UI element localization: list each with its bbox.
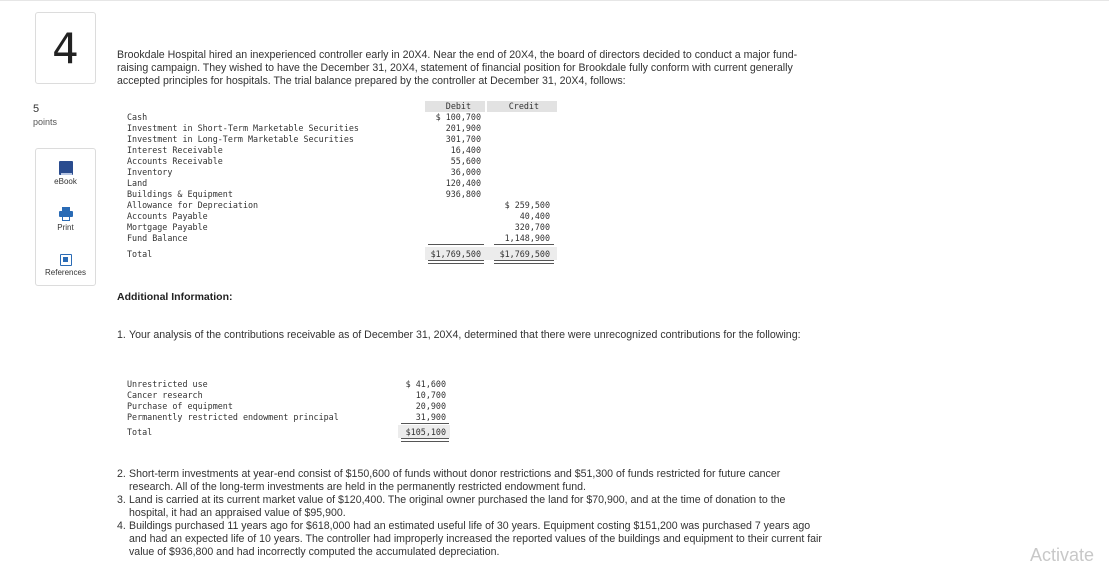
account-name: Buildings & Equipment: [127, 189, 233, 199]
credit-subtotal-rule: [494, 244, 554, 245]
account-name: Fund Balance: [127, 233, 188, 243]
activate-watermark: Activate: [1030, 545, 1095, 565]
credit-header: Credit: [508, 101, 539, 111]
item-text: Land is carried at its current market value of $120,400. The original owner purchased the land for $70,900, and at the time of donation to the hospital, it had an appraised value of $95,900.: [129, 494, 786, 519]
question-number: 4: [35, 12, 96, 84]
print-icon: [59, 207, 73, 221]
debit-amount: $ 100,700: [435, 112, 481, 122]
debit-amount: 36,000: [450, 167, 481, 177]
ebook-button[interactable]: [36, 161, 95, 186]
tools-rail: [35, 148, 96, 286]
info-item-1: [117, 329, 827, 342]
contribution-amount: 10,700: [415, 390, 446, 400]
account-name: Accounts Receivable: [127, 156, 223, 166]
total-label: Total: [127, 249, 153, 259]
additional-info-heading: Additional Information:: [117, 291, 233, 303]
points-value: 5: [33, 103, 40, 115]
credit-amount: 320,700: [514, 222, 550, 232]
debit-amount: 55,600: [450, 156, 481, 166]
credit-amount: 1,148,900: [504, 233, 550, 243]
account-name: Mortgage Payable: [127, 222, 208, 232]
credit-amount: $ 259,500: [504, 200, 550, 210]
item-number: 1.: [117, 329, 126, 341]
debit-subtotal-rule: [428, 244, 484, 245]
item-number: 2.: [117, 468, 126, 480]
debit-amount: 201,900: [445, 123, 481, 133]
item-number: 4.: [117, 520, 126, 532]
print-label: Print: [57, 223, 74, 232]
contribution-total-label: Total: [127, 427, 153, 437]
references-label: References: [45, 268, 86, 277]
debit-amount: 301,700: [445, 134, 481, 144]
contribution-label: Permanently restricted endowment principal: [127, 412, 339, 422]
debit-amount: 16,400: [450, 145, 481, 155]
contribution-amount: 20,900: [415, 401, 446, 411]
problem-intro: Brookdale Hospital hired an inexperienced controller early in 20X4. Near the end of 20X4, the board of directors decided to conduct a major fund-raising campaign. They wished to have the December 31, 20X4, statement of financial position for Brookdale fully conform with current generally accepted principles for hospitals. The trial balance prepared by the controller at December 31, 20X4, follows:: [117, 49, 798, 87]
contribution-amount: $ 41,600: [405, 379, 446, 389]
account-name: Accounts Payable: [127, 211, 208, 221]
account-name: Investment in Long-Term Marketable Securities: [127, 134, 354, 144]
item-text: Your analysis of the contributions receivable as of December 31, 20X4, determined that there were unrecognized contributions for the following:: [129, 329, 801, 341]
contribution-label: Cancer research: [127, 390, 203, 400]
credit-total-double-rule: [494, 260, 554, 264]
account-name: Allowance for Depreciation: [127, 200, 259, 210]
account-name: Investment in Short-Term Marketable Securities: [127, 123, 359, 133]
contribution-amount: 31,900: [415, 412, 446, 422]
print-button[interactable]: [36, 207, 95, 232]
info-item-4: [117, 520, 827, 559]
debit-amount: 936,800: [445, 189, 481, 199]
ebook-icon: [59, 161, 73, 175]
contribution-label: Purchase of equipment: [127, 401, 233, 411]
references-button[interactable]: [36, 254, 95, 277]
credit-total: $1,769,500: [499, 249, 550, 259]
debit-header: Debit: [445, 101, 471, 111]
debit-total-double-rule: [428, 260, 484, 264]
info-item-3: [117, 494, 827, 520]
points-label: points: [33, 117, 58, 127]
credit-amount: 40,400: [519, 211, 550, 221]
contribution-subtotal-rule: [401, 423, 449, 424]
account-name: Interest Receivable: [127, 145, 223, 155]
info-item-2: [117, 468, 827, 494]
contribution-total: $105,100: [405, 427, 446, 437]
top-divider: [0, 0, 1109, 1]
debit-amount: 120,400: [445, 178, 481, 188]
debit-total: $1,769,500: [430, 249, 481, 259]
contribution-label: Unrestricted use: [127, 379, 208, 389]
references-icon: [60, 254, 72, 266]
ebook-label: eBook: [54, 177, 77, 186]
account-name: Inventory: [127, 167, 173, 177]
item-text: Short-term investments at year-end consist of $150,600 of funds without donor restrictions and $51,300 of funds restricted for future cancer research. All of the long-term investments are held in the permanently restricted endowment fund.: [129, 468, 781, 493]
account-name: Cash: [127, 112, 148, 122]
account-name: Land: [127, 178, 148, 188]
item-number: 3.: [117, 494, 126, 506]
contribution-total-double-rule: [401, 438, 449, 442]
item-text: Buildings purchased 11 years ago for $618,000 had an estimated useful life of 30 years. Equipment costing $151,200 was purchased 7 years ago and had an expected life of 10 years. The controller had improperly increased the reported values of the buildings and equipment to their current fair value of $936,800 and had incorrectly computed the accumulated depreciation.: [129, 520, 822, 558]
